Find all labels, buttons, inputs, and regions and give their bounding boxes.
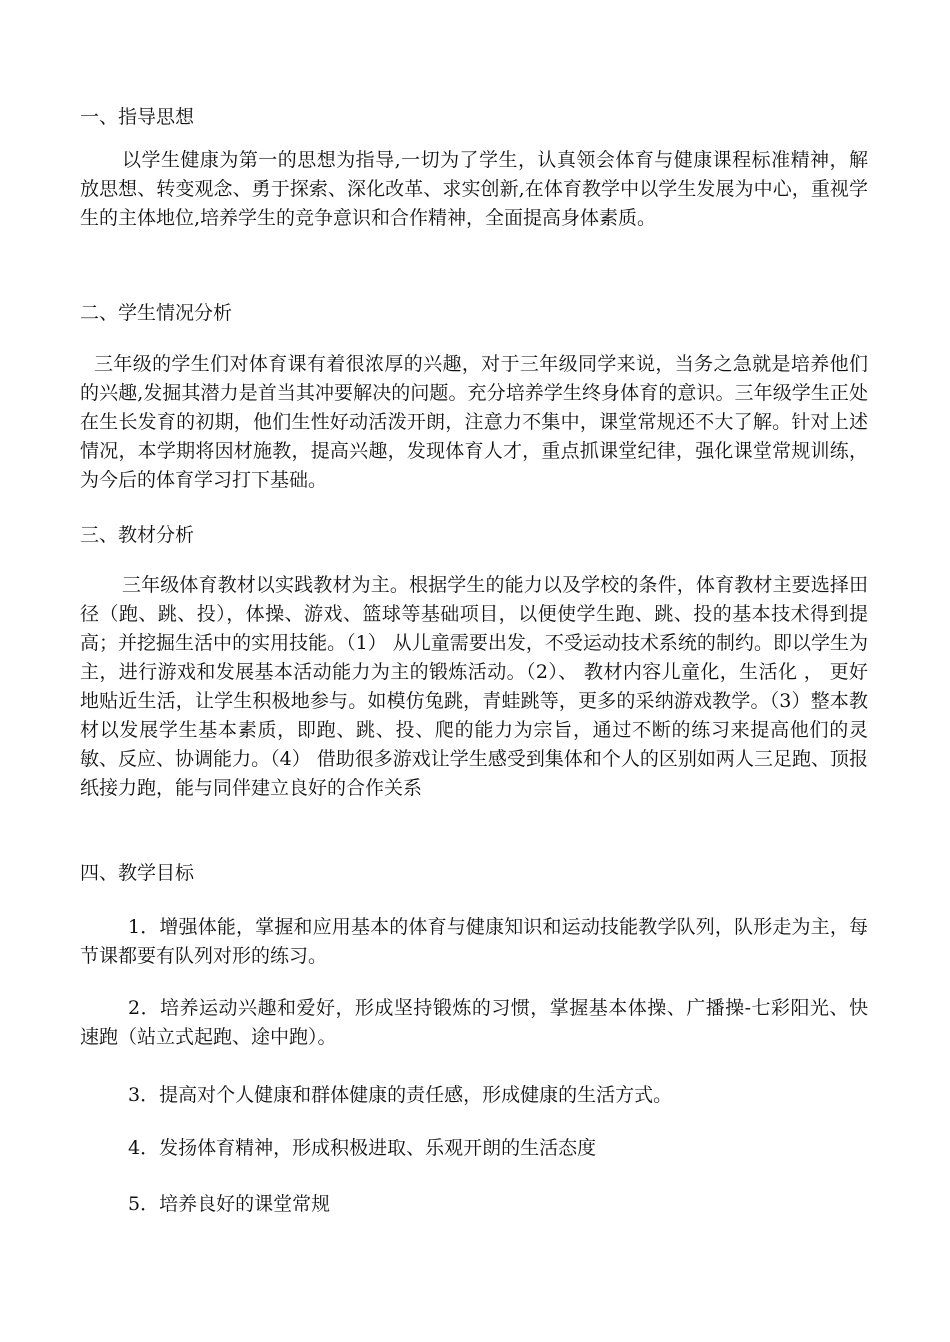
section-heading-textbook-analysis: 三、教材分析 [80,524,195,546]
teaching-goal-item-3: 3．提高对个人健康和群体健康的责任感，形成健康的生活方式。 [128,1084,673,1106]
section-heading-student-analysis: 二、学生情况分析 [80,302,233,324]
paragraph-student-analysis: 三年级的学生们对体育课有着很浓厚的兴趣，对于三年级同学来说，当务之急就是培养他们的兴趣,发掘其潜力是首当其冲要解决的问题。充分培养学生终身体育的意识。三年级学生正处在生长发育的初期，他们生性好动活泼开朗，注意力不集中，课堂常规还不大了解。针对上述情况，本学期将因材施教，提高兴趣，发现体育人才，重点抓课堂纪律，强化课堂常规训练，为今后的体育学习打下基础。 [80,353,868,491]
section-heading-guiding-ideology: 一、指导思想 [80,106,195,128]
paragraph-textbook-analysis: 三年级体育教材以实践教材为主。根据学生的能力以及学校的条件，体育教材主要选择田径（跑、跳、投），体操、游戏、篮球等基础项目，以便使学生跑、跳、投的基本技术得到提高；并挖掘生活中的实用技能。（1） 从儿童需要出发，不受运动技术系统的制约。即以学生为主，进行游戏和发展基本活动能力为主的锻炼活动。（2）、 教材内容儿童化，生活化 ， 更好地贴近生活，让学生积极地参与。如模仿兔跳，青蛙跳等，更多的采纳游戏教学。（3）整本教材以发展学生基本素质，即跑、跳、投、爬的能力为宗旨，通过不断的练习来提高他们的灵敏、反应、协调能力。（4） 借助很多游戏让学生感受到集体和个人的区别如两人三足跑、顶报纸接力跑，能与同伴建立良好的合作关系 [80,574,868,799]
teaching-goal-item-1: 1．增强体能，掌握和应用基本的体育与健康知识和运动技能教学队列，队形走为主，每节课都要有队列对形的练习。 [80,916,868,967]
section-heading-teaching-goals: 四、教学目标 [80,862,195,884]
teaching-goal-item-5: 5．培养良好的课堂常规 [128,1193,331,1215]
teaching-goal-item-2: 2．培养运动兴趣和爱好，形成坚持锻炼的习惯，掌握基本体操、广播操-七彩阳光、快速跑（站立式起跑、途中跑）。 [80,997,868,1048]
teaching-goal-item-4: 4．发扬体育精神，形成积极进取、乐观开朗的生活态度 [128,1137,597,1159]
paragraph-guiding-ideology: 以学生健康为第一的思想为指导,一切为了学生，认真领会体育与健康课程标准精神，解放思想、转变观念、勇于探索、深化改革、求实创新,在体育教学中以学生发展为中心，重视学生的主体地位,培养学生的竞争意识和合作精神，全面提高身体素质。 [80,149,868,229]
